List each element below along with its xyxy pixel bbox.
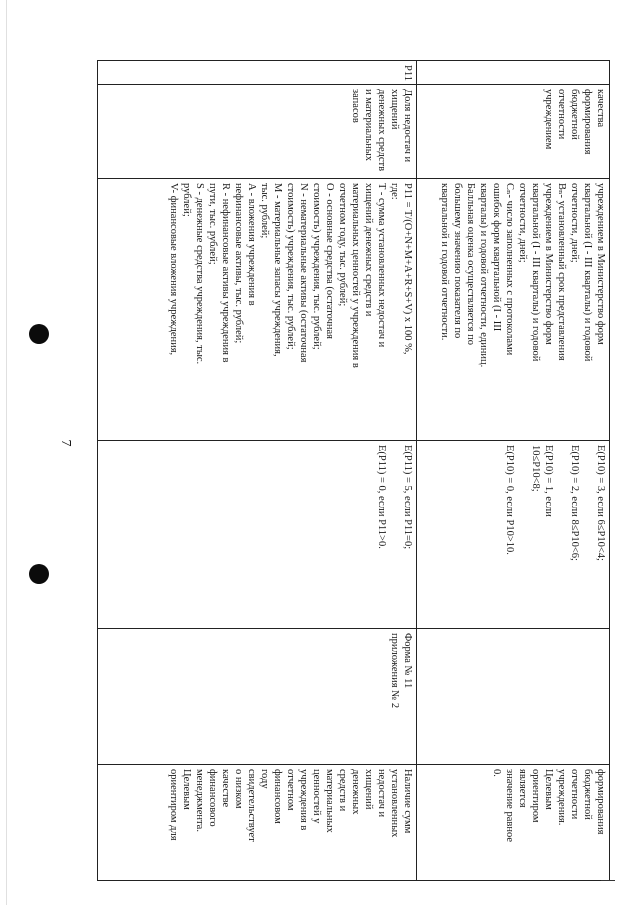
- indicator-comment: формирования бюджетной отчетности учреждения. Целевым ориентиром является значение равное 0.: [417, 765, 610, 881]
- document-page: [98, 60, 610, 880]
- indicator-comment: Наличие сумм установленных недостач и хищений денежных средств и материальных ценностей у учреждения в отчетном финансовом году свидетельствует о низком качестве финансового менеджмента. Целевым ориентиром для: [98, 765, 417, 881]
- rotated-table-wrapper: [98, 60, 610, 880]
- indicator-name: Доля недостач и хищений денежных средств и материальных запасов: [98, 85, 417, 179]
- corner-mark: [601, 880, 615, 881]
- indicator-table: [97, 60, 610, 881]
- table-row: [417, 61, 610, 881]
- punch-hole-bottom: [29, 564, 49, 584]
- indicator-source: [417, 629, 610, 765]
- indicator-source: Форма № 11 приложения № 2: [98, 629, 417, 765]
- indicator-formula: P11 = T/(O+N+M+A+R+S+V) x 100 %, где: T - сумма установленных недостач и хищений денежных средств и материальных ценностей у учреждения в отчетном году, тыс. рублей; O - основные средства (остаточная стоимость) учреждения, тыс. рублей; N - нематериальные активы (остаточная стоимость) учреждения, тыс. рублей; M - материальные запасы учреждения, тыс. рублей; A - вложения учреждения в нефинансовые активы, тыс. рублей; R - нефинансовые активы учреждения в пути, тыс. рублей; S - денежные средства учреждения, тыс. рублей; V- финансовые вложения учреждения,: [98, 179, 417, 441]
- indicator-name: качества формирования бюджетной отчетности учреждением: [417, 85, 610, 179]
- indicator-code: [417, 61, 610, 85]
- scan-edge-line: [6, 0, 7, 905]
- table-row: [98, 61, 417, 881]
- punch-hole-top: [29, 324, 49, 344]
- indicator-code: P11: [98, 61, 417, 85]
- indicator-scoring: E(P10) = 3, если 6≤P10<4; E(P10) = 2, если 8≤P10<6; E(P10) = 1, если 10≤P10<8; E(P10) = 0, если P10>10.: [417, 441, 610, 629]
- page-number-wrap: [50, 428, 80, 458]
- page-number: 7: [58, 439, 73, 447]
- indicator-formula: учреждением в Министерство форм квартальной (I - III кварталы) и годовой отчетности, дней; Bₙ- установленный срок представления учреждением в Министерство форм квартальной (I - III кварталы) и годовой отчетности, дней; Cₙ- число заполненных с протоколами ошибок форм квартальной (I - III кварталы) и годовой отчетности, единиц. Балльная оценка осуществляется по большему значению показателя по квартальной и годовой отчетности.: [417, 179, 610, 441]
- indicator-scoring: E(P11) = 5, если P11=0; E(P11) = 0, если P11>0.: [98, 441, 417, 629]
